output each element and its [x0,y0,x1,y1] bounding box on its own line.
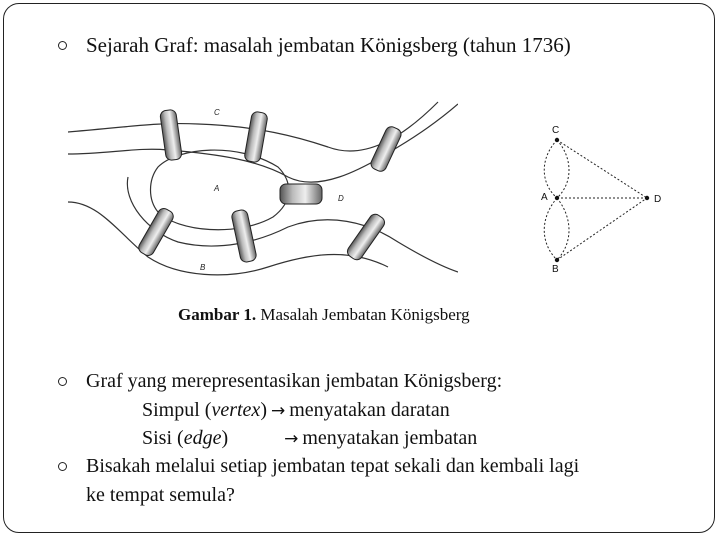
bridge-b2 [231,209,257,263]
edge-term-close: ) [221,427,229,449]
vertex-c [555,138,559,142]
edge-description: menyatakan jembatan [302,427,478,449]
edge-term-italic: edge [183,427,222,449]
edge-c-d [557,140,647,198]
vertex-term-italic: vertex [211,399,261,421]
figure-caption-prefix: Masalah Jembatan K [256,305,403,324]
vertex-a [555,196,559,200]
bridge-d [280,184,322,204]
arrow-right-icon: → [284,429,299,449]
question-line-1: Bisakah melalui setiap jembatan tepat sekali dan kembali lagi [86,455,580,477]
vertex-d [645,196,649,200]
bullet-marker-1 [58,41,67,50]
graph-label-a: A [541,192,548,203]
konigsberg-bridges-illustration [68,92,458,282]
edge-definition [142,427,477,450]
graph-label-c: C [552,125,560,136]
arrow-right-icon: → [270,401,286,421]
question-line-2: ke tempat semula? [86,484,235,506]
vertex-b [555,258,559,262]
graph-representation-prefix: Graf yang merepresentasikan jembatan K [86,370,419,392]
bullet-marker-3 [58,462,67,471]
vertex-term: Simpul ( [142,399,212,421]
bridge-c2 [244,111,268,163]
history-heading-prefix: Sejarah Graf: masalah jembatan K [86,33,376,57]
bridge-b1 [137,206,176,257]
graph-label-b: B [552,264,559,275]
bridge-c1 [160,109,183,161]
edge-b-d [557,198,647,260]
illus-label-c: C [214,108,220,117]
figure-caption [178,305,470,325]
konigsberg-graph [525,118,685,278]
history-heading [86,34,571,56]
graph-label-d: D [654,194,662,205]
vertex-term-close: ) [260,399,267,421]
illus-label-a: A [214,184,220,193]
history-heading-umlaut: ö [375,33,386,57]
figure-caption-label: Gambar 1. [178,305,257,324]
bridge-cd [369,125,403,173]
edge-term: Sisi ( [142,427,184,449]
bullet-marker-2 [58,377,67,386]
edge-a-c-left [544,140,557,198]
edge-a-c-right [557,140,569,198]
edge-a-b-left [544,198,557,260]
graph-representation-umlaut: ö [418,370,429,392]
vertex-description: menyatakan daratan [289,399,450,421]
figure-caption-suffix: nigsberg [411,305,470,324]
illus-label-b: B [200,263,206,272]
bridge-bd [345,212,387,262]
edge-a-b-right [557,198,569,260]
graph-representation-suffix: nigsberg: [428,370,503,392]
figure-caption-umlaut: ö [402,305,412,324]
vertex-definition [142,399,450,422]
graph-representation-heading [86,370,502,392]
illus-label-d: D [338,194,344,203]
history-heading-suffix: nigsberg (tahun 1736) [385,33,571,57]
